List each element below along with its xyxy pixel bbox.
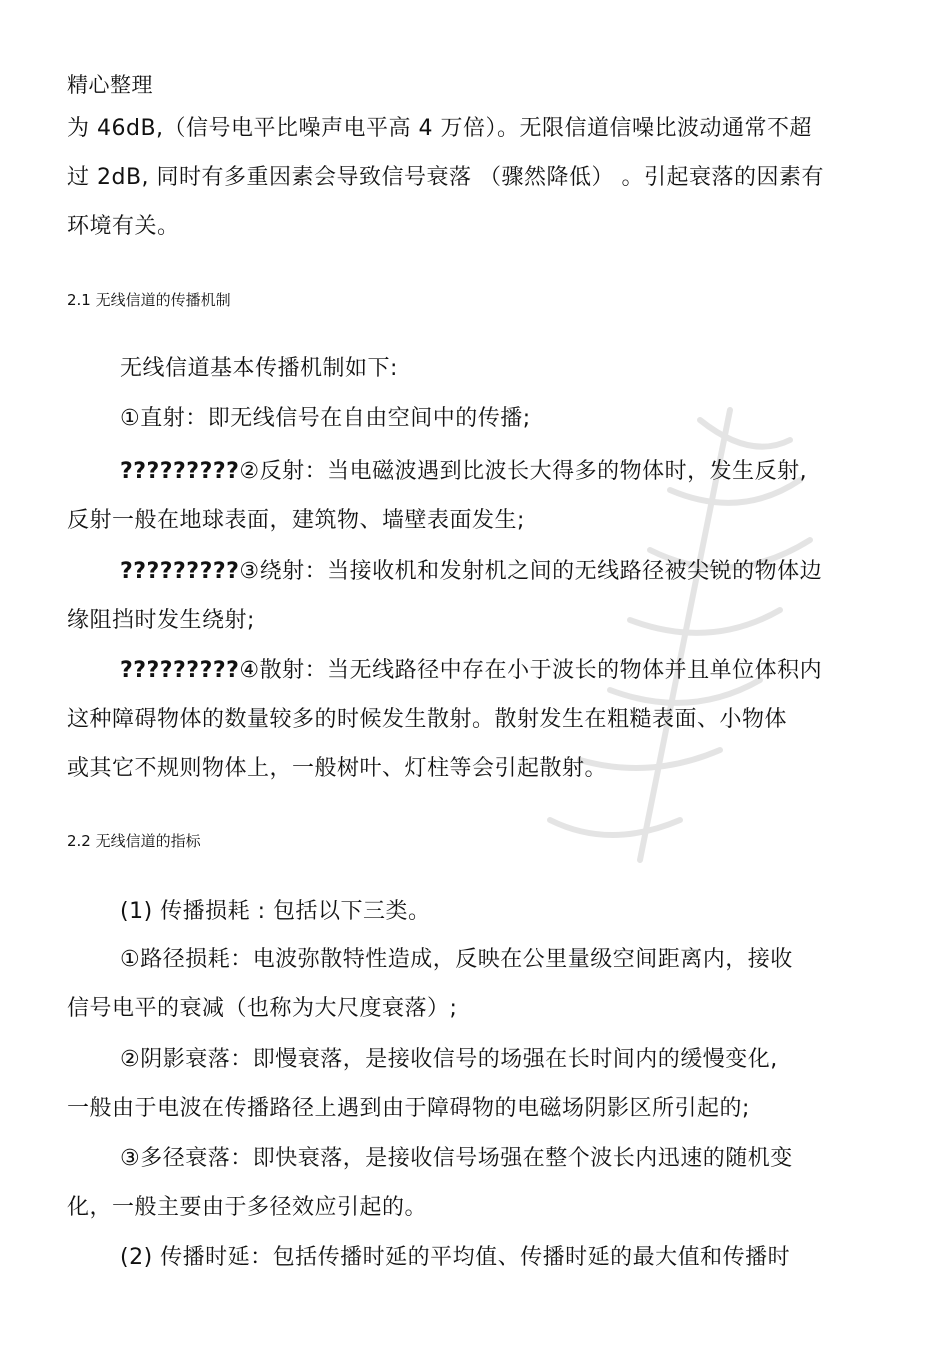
header-note: 精心整理 [67, 73, 153, 97]
intro-line-2: 过 2dB, 同时有多重因素会导致信号衰落 （骤然降低） 。引起衰落的因素有 [67, 165, 825, 190]
section-2-1-lead: 无线信道基本传播机制如下: [120, 356, 398, 381]
shadow-fading-line-2: 一般由于电波在传播路径上遇到由于障碍物的电磁场阴影区所引起的; [67, 1096, 750, 1121]
mechanism-diffraction-line-1 [120, 557, 822, 587]
section-heading-2-1: 2.1 无线信道的传播机制 [67, 291, 231, 309]
mechanism-reflection-line-2: 反射一般在地球表面，建筑物、墙壁表面发生; [67, 508, 525, 533]
multipath-fading-line-1: ③多径衰落：即快衰落，是接收信号场强在整个波长内迅速的随机变 [120, 1146, 793, 1171]
intro-line-1: 为 46dB,（信号电平比噪声电平高 4 万倍）。无限信道信噪比波动通常不超 [67, 116, 813, 141]
multipath-fading-line-2: 化，一般主要由于多径效应引起的。 [67, 1195, 428, 1220]
path-loss-line-2: 信号电平的衰减（也称为大尺度衰落）; [67, 996, 458, 1021]
mechanism-reflection-text: ②反射：当电磁波遇到比波长大得多的物体时，发生反射, [239, 459, 808, 484]
section-heading-2-2: 2.2 无线信道的指标 [67, 832, 201, 850]
placeholder-marker: ????????? [120, 658, 240, 683]
mechanism-reflection-line-1 [120, 457, 807, 487]
mechanism-diffraction-line-2: 缘阻挡时发生绕射; [67, 608, 255, 633]
indicator-propagation-loss: (1) 传播损耗 : 包括以下三类。 [120, 899, 431, 924]
placeholder-marker: ????????? [120, 559, 240, 584]
shadow-fading-line-1: ②阴影衰落：即慢衰落，是接收信号的场强在长时间内的缓慢变化, [120, 1047, 778, 1072]
path-loss-line-1: ①路径损耗：电波弥散特性造成，反映在公里量级空间距离内，接收 [120, 947, 793, 972]
indicator-propagation-delay: (2) 传播时延：包括传播时延的平均值、传播时延的最大值和传播时 [120, 1245, 791, 1270]
mechanism-scattering-line-2: 这种障碍物体的数量较多的时候发生散射。散射发生在粗糙表面、小物体 [67, 707, 788, 732]
mechanism-diffraction-text: ③绕射：当接收机和发射机之间的无线路径被尖锐的物体边 [239, 559, 823, 584]
mechanism-scattering-line-3: 或其它不规则物体上，一般树叶、灯柱等会引起散射。 [67, 756, 608, 781]
mechanism-scattering-text: ④散射：当无线路径中存在小于波长的物体并且单位体积内 [239, 658, 823, 683]
mechanism-scattering-line-1 [120, 656, 822, 686]
placeholder-marker: ????????? [120, 459, 240, 484]
mechanism-direct: ①直射：即无线信号在自由空间中的传播; [120, 406, 531, 431]
intro-line-3: 环境有关。 [67, 214, 180, 239]
